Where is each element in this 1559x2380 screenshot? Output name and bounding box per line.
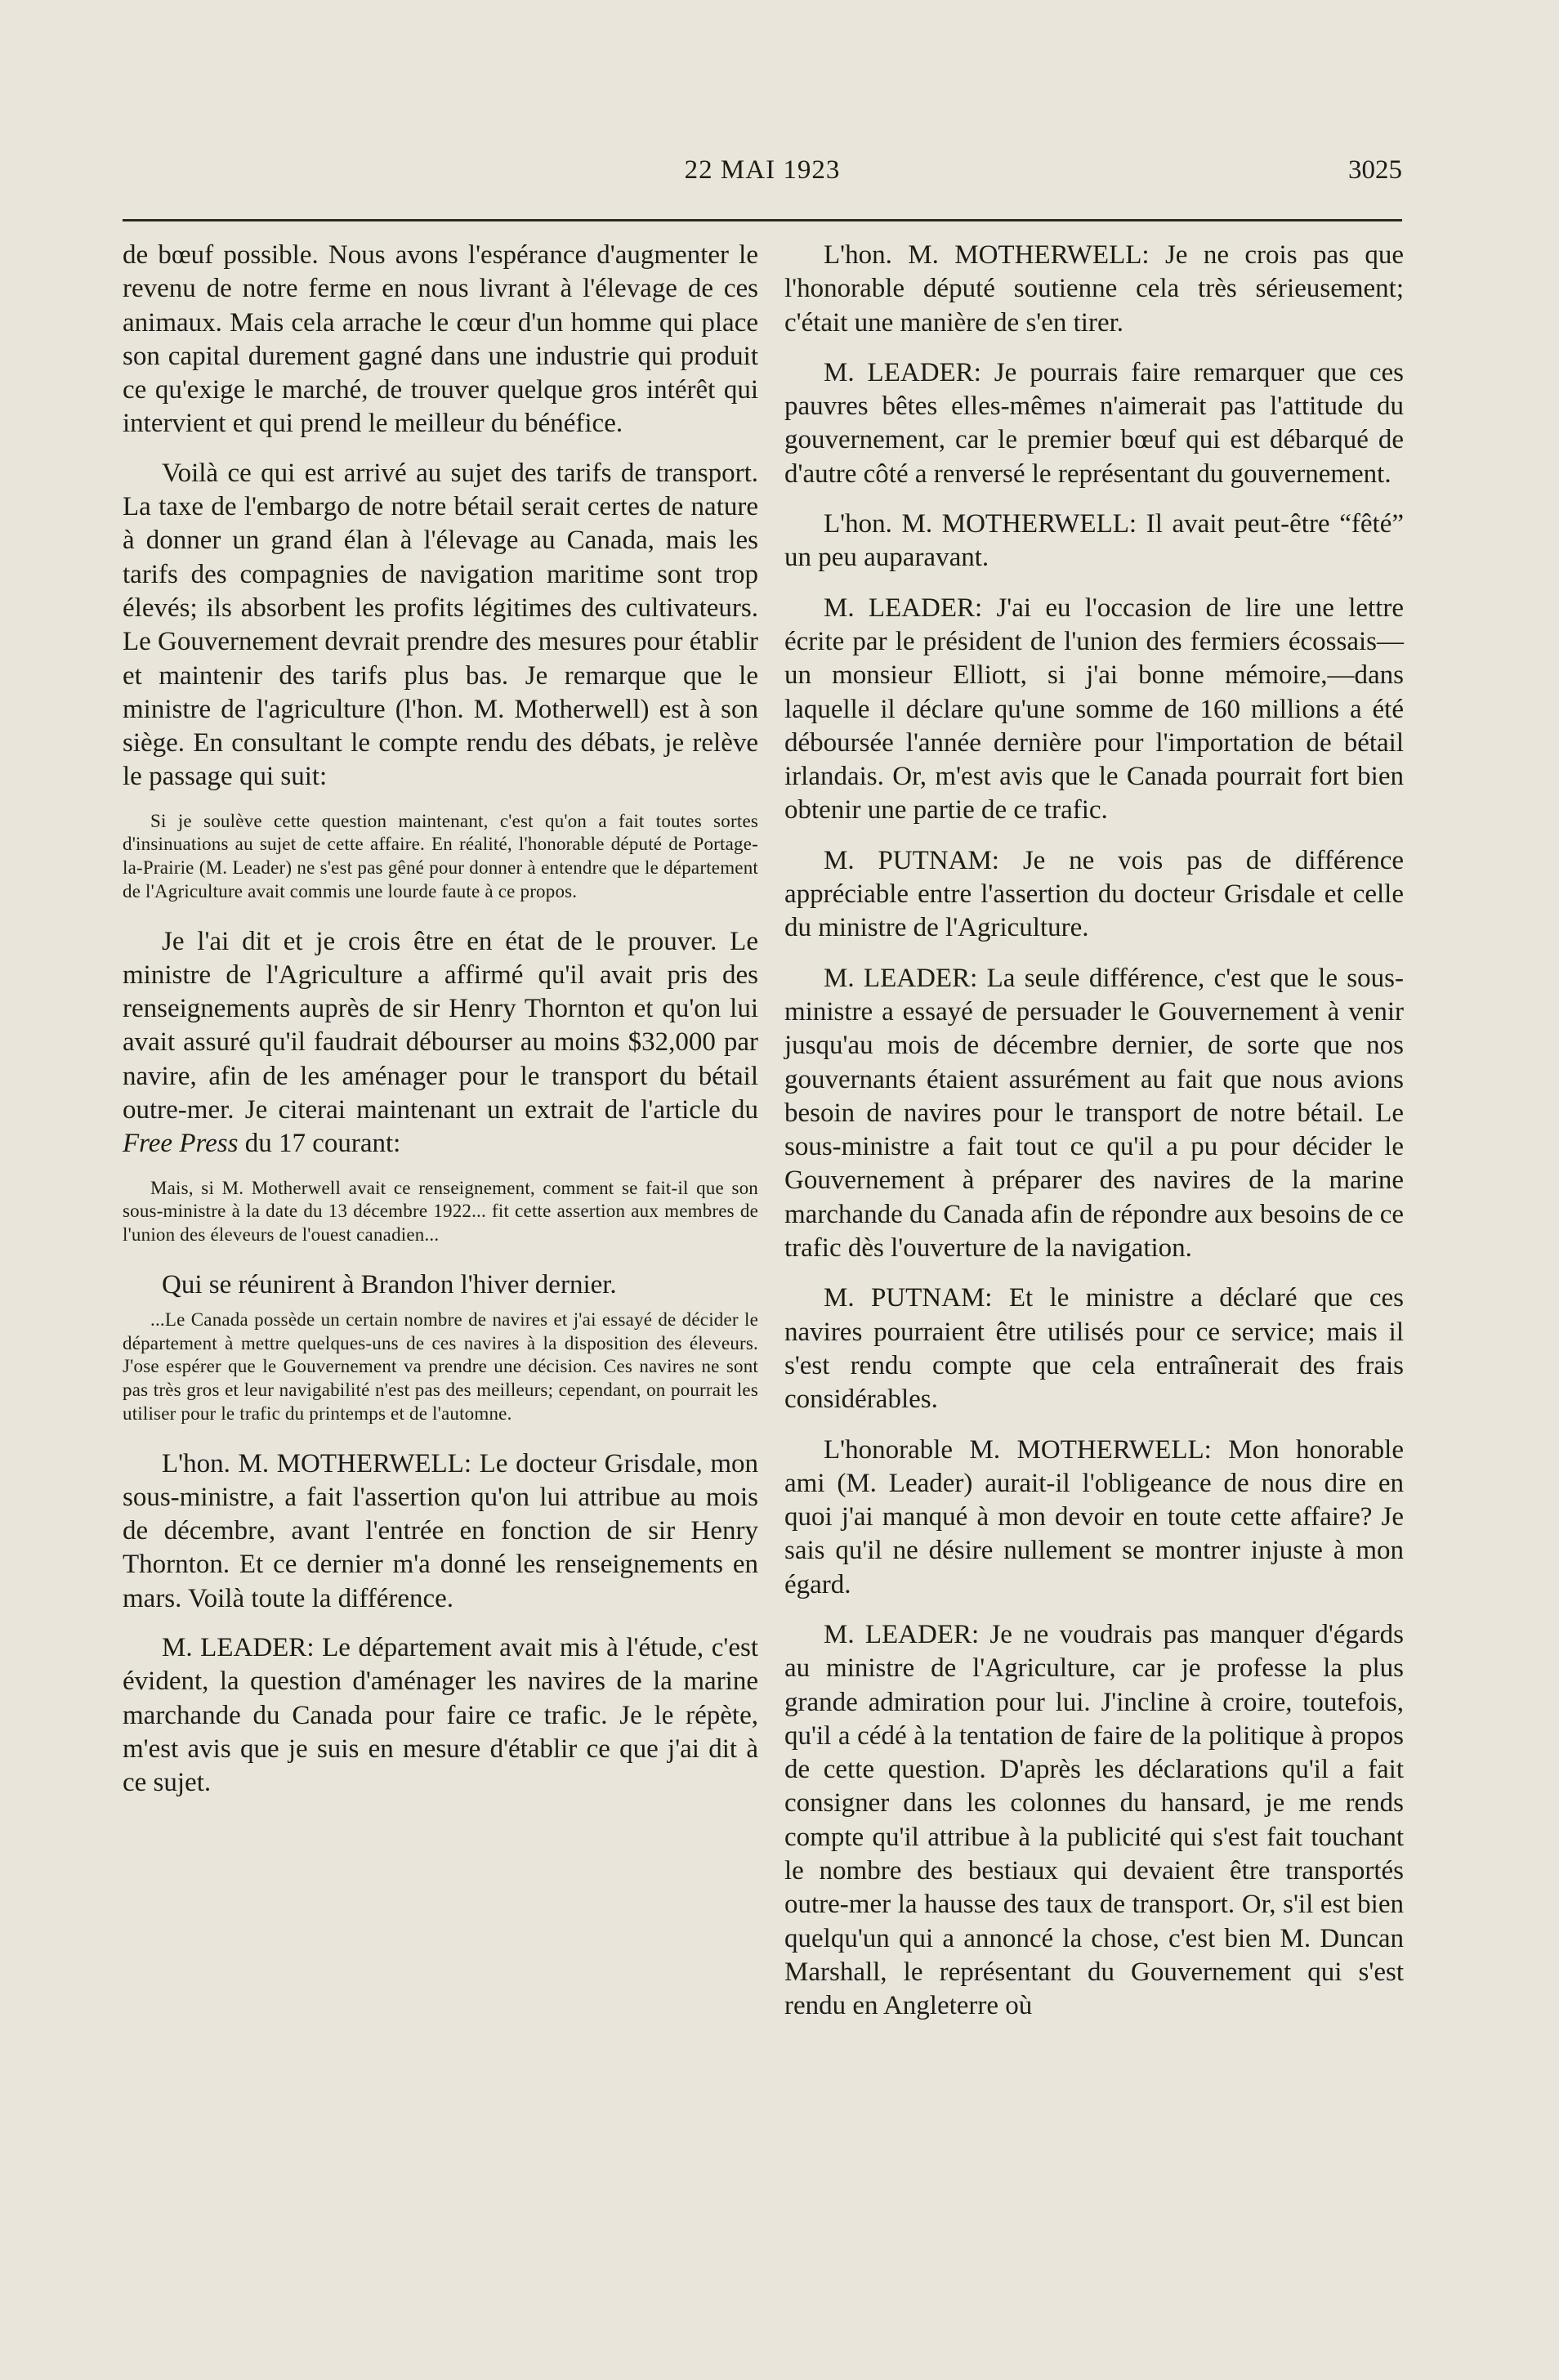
page-header bbox=[123, 155, 1402, 196]
left-column bbox=[123, 239, 758, 1816]
paragraph: M. LEADER: Le département avait mis à l'étude, c'est évident, la question d'aménager les navires de la marine marchande du Canada pour faire ce trafic. Je le répète, m'est avis que je suis en mesure d'établir ce que j'ai dit à ce sujet. bbox=[123, 1633, 758, 1798]
paragraph: L'hon. M. MOTHERWELL: Il avait peut-être “fêté” un peu auparavant. bbox=[784, 509, 1404, 573]
header-rule bbox=[123, 219, 1402, 221]
paragraph-text: du 17 courant: bbox=[238, 1129, 401, 1159]
quotation: Si je soulève cette question maintenant, c'est qu'on a fait toutes sortes d'insinuations au sujet de cette affaire. En réalité, l'honorable député de Portage-la-Prairie (M. Leader) ne s'est pas gêné pour donner à entendre que le département de l'Agriculture avait commis une lourde faute à ce propos. bbox=[123, 810, 758, 901]
newspaper-title: Free Press bbox=[123, 1129, 239, 1159]
paragraph: L'hon. M. MOTHERWELL: Je ne crois pas que l'honorable député soutienne cela très sérieusement; c'était une manière de s'en tirer. bbox=[784, 240, 1404, 338]
header-date: 22 MAI 1923 bbox=[684, 155, 841, 185]
paragraph: L'hon. M. MOTHERWELL: Le docteur Grisdale, mon sous-ministre, a fait l'assertion qu'on lui attribue au mois de décembre, avant l'entrée en fonction de sir Henry Thornton. Et ce dernier m'a donné les renseignements en mars. Voilà toute la différence. bbox=[123, 1448, 758, 1613]
right-column bbox=[784, 239, 1404, 2040]
paragraph: M. PUTNAM: Et le ministre a déclaré que ces navires pourraient être utilisés pour ce service; mais il s'est rendu compte que cela entraînerait des frais considérables. bbox=[784, 1283, 1404, 1415]
quotation: Mais, si M. Motherwell avait ce renseignement, comment se fait-il que son sous-ministre à la date du 13 décembre 1922... fit cette assertion aux membres de l'union des éleveurs de l'ouest canadien... bbox=[123, 1177, 758, 1246]
paragraph: M. LEADER: La seule différence, c'est que le sous-ministre a essayé de persuader le Gouvernement à venir jusqu'au mois de décembre dernier, de sorte que nos gouvernants étaient assurément au fait que nous avions besoin de navires pour le transport de notre bétail. Le sous-ministre a fait tout ce qu'il a pu pour décider le Gouvernement à préparer des navires de la marine marchande du Canada afin de répondre aux besoins de ce trafic dès l'ouverture de la navigation. bbox=[784, 963, 1404, 1264]
paragraph bbox=[123, 925, 758, 1161]
paragraph: M. PUTNAM: Je ne vois pas de différence appréciable entre l'assertion du docteur Grisdale et celle du ministre de l'Agriculture. bbox=[784, 845, 1404, 943]
header-page-number: 3025 bbox=[1348, 155, 1402, 185]
paragraph: M. LEADER: J'ai eu l'occasion de lire une lettre écrite par le président de l'union des fermiers écossais—un monsieur Elliott, si j'ai bonne mémoire,—dans laquelle il déclare qu'une somme de 160 millions a été déboursée l'année dernière pour l'importation de bétail irlandais. Or, m'est avis que le Canada pourrait fort bien obtenir une partie de ce trafic. bbox=[784, 593, 1404, 825]
paragraph: M. LEADER: Je ne voudrais pas manquer d'égards au ministre de l'Agriculture, car je professe la plus grande admiration pour lui. J'incline à croire, toutefois, qu'il a cédé à la tentation de faire de la politique à propos de cette question. D'après les déclarations qu'il a fait consigner dans les colonnes du hansard, je me rends compte qu'il attribue à la publicité qui s'est fait touchant le nombre des bestiaux qui devaient être transportés outre-mer la hausse des taux de transport. Or, s'il est bien quelqu'un qui a annoncé la chose, c'est bien M. Duncan Marshall, le représentant du Gouvernement qui s'est rendu en Angleterre où bbox=[784, 1619, 1404, 2021]
paragraph: M. LEADER: Je pourrais faire remarquer que ces pauvres bêtes elles-mêmes n'aimerait pas l'attitude du gouvernement, car le premier bœuf qui est débarqué de d'autre côté a renversé le représentant du gouvernement. bbox=[784, 357, 1404, 489]
paragraph: Voilà ce qui est arrivé au sujet des tarifs de transport. La taxe de l'embargo de notre bétail serait certes de nature à donner un grand élan à l'élevage au Canada, mais les tarifs des compagnies de navigation maritime sont trop élevés; ils absorbent les profits légitimes des cultivateurs. Le Gouvernement devrait prendre des mesures pour établir et maintenir des tarifs plus bas. Je remarque que le ministre de l'agriculture (l'hon. M. Motherwell) est à son siège. En consultant le compte rendu des débats, je relève le passage qui suit: bbox=[123, 458, 758, 792]
paragraph: Qui se réunirent à Brandon l'hiver dernier. bbox=[162, 1269, 617, 1300]
paragraph-text: Je l'ai dit et je crois être en état de le prouver. Le ministre de l'Agriculture a affirmé qu'il avait pris des renseignements auprès de sir Henry Thornton et qu'on lui avait assuré qu'il faudrait débourser au moins $32,000 par navire, afin de les aménager pour le transport du bétail outre-mer. Je citerai maintenant un extrait de l'article du bbox=[123, 926, 758, 1125]
paragraph: L'honorable M. MOTHERWELL: Mon honorable ami (M. Leader) aurait-il l'obligeance de nous dire en quoi j'ai manqué à mon devoir en toute cette affaire? Je sais qu'il ne désire nullement se montrer injuste à mon égard. bbox=[784, 1434, 1404, 1599]
paragraph: de bœuf possible. Nous avons l'espérance d'augmenter le revenu de notre ferme en nous livrant à l'élevage de ces animaux. Mais cela arrache le cœur d'un homme qui place son capital durement gagné dans une industrie qui produit ce qu'exige le marché, de trouver quelque gros intérêt qui intervient et qui prend le meilleur du bénéfice. bbox=[123, 240, 758, 439]
quotation: ...Le Canada possède un certain nombre de navires et j'ai essayé de décider le département à mettre quelques-uns de ces navires à la disposition des éleveurs. J'ose espérer que le Gouvernement va prendre une décision. Ces navires ne sont pas très gros et leur navigabilité n'est pas des meilleurs; cependant, on pourrait les utiliser pour le trafic du printemps et de l'automne. bbox=[123, 1309, 758, 1424]
